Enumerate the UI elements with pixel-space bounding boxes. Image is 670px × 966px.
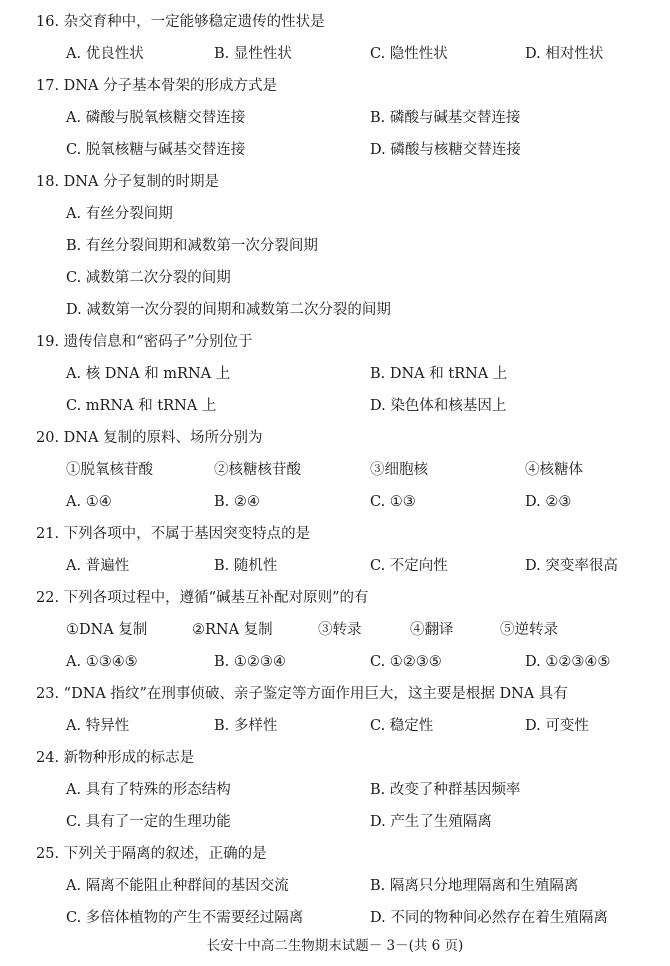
option-18a: A. 有丝分裂间期: [66, 206, 173, 222]
question-16-stem: 16. 杂交育种中，一定能够稳定遗传的性状是: [36, 14, 325, 30]
item-22-1: ①DNA 复制: [66, 622, 148, 638]
option-16d: D. 相对性状: [525, 46, 604, 62]
option-19c: C. mRNA 和 tRNA 上: [66, 398, 217, 414]
question-17-stem: 17. DNA 分子基本骨架的形成方式是: [36, 78, 278, 94]
option-22b: B. ①②③④: [214, 654, 286, 670]
option-17c: C. 脱氧核糖与碱基交替连接: [66, 142, 246, 158]
option-18d: D. 减数第一次分裂的间期和减数第二次分裂的间期: [66, 302, 391, 318]
option-18c: C. 减数第二次分裂的间期: [66, 270, 231, 286]
option-19d: D. 染色体和核基因上: [370, 398, 507, 414]
page-footer: 长安十中高二生物期末试题－ 3－(共 6 页): [206, 938, 464, 954]
option-25c: C. 多倍体植物的产生不需要经过隔离: [66, 910, 304, 926]
option-20d: D. ②③: [525, 494, 572, 510]
option-17d: D. 磷酸与核糖交替连接: [370, 142, 521, 158]
item-20-2: ②核糖核苷酸: [214, 462, 301, 478]
option-24b: B. 改变了种群基因频率: [370, 782, 521, 798]
item-22-4: ④翻译: [410, 622, 454, 638]
option-24c: C. 具有了一定的生理功能: [66, 814, 231, 830]
item-20-3: ③细胞核: [370, 462, 428, 478]
question-19-stem: 19. 遗传信息和“密码子”分别位于: [36, 334, 253, 350]
option-19a: A. 核 DNA 和 mRNA 上: [66, 366, 231, 382]
option-23c: C. 稳定性: [370, 718, 434, 734]
option-17a: A. 磷酸与脱氧核糖交替连接: [66, 110, 246, 126]
option-18b: B. 有丝分裂间期和减数第一次分裂间期: [66, 238, 318, 254]
option-22c: C. ①②③⑤: [370, 654, 442, 670]
option-23a: A. 特异性: [66, 718, 130, 734]
option-25a: A. 隔离不能阻止种群间的基因交流: [66, 878, 289, 894]
question-23-stem: 23. “DNA 指纹”在刑事侦破、亲子鉴定等方面作用巨大，这主要是根据 DNA 具有: [36, 686, 568, 702]
option-22a: A. ①③④⑤: [66, 654, 138, 670]
option-24a: A. 具有了特殊的形态结构: [66, 782, 231, 798]
item-22-2: ②RNA 复制: [192, 622, 273, 638]
question-22-stem: 22. 下列各项过程中，遵循“碱基互补配对原则”的有: [36, 590, 369, 606]
option-20c: C. ①③: [370, 494, 416, 510]
option-25d: D. 不同的物种间必然存在着生殖隔离: [370, 910, 608, 926]
option-20a: A. ①④: [66, 494, 112, 510]
option-19b: B. DNA 和 tRNA 上: [370, 366, 508, 382]
question-25-stem: 25. 下列关于隔离的叙述，正确的是: [36, 846, 267, 862]
option-23b: B. 多样性: [214, 718, 278, 734]
option-21b: B. 随机性: [214, 558, 278, 574]
question-24-stem: 24. 新物种形成的标志是: [36, 750, 195, 766]
option-21c: C. 不定向性: [370, 558, 448, 574]
item-22-3: ③转录: [318, 622, 362, 638]
option-21a: A. 普遍性: [66, 558, 130, 574]
question-21-stem: 21. 下列各项中，不属于基因突变特点的是: [36, 526, 311, 542]
item-20-4: ④核糖体: [525, 462, 583, 478]
option-25b: B. 隔离只分地理隔离和生殖隔离: [370, 878, 579, 894]
option-20b: B. ②④: [214, 494, 260, 510]
option-23d: D. 可变性: [525, 718, 589, 734]
option-24d: D. 产生了生殖隔离: [370, 814, 492, 830]
option-22d: D. ①②③④⑤: [525, 654, 611, 670]
option-16b: B. 显性性状: [214, 46, 292, 62]
option-16a: A. 优良性状: [66, 46, 144, 62]
item-22-5: ⑤逆转录: [500, 622, 558, 638]
question-18-stem: 18. DNA 分子复制的时期是: [36, 174, 220, 190]
item-20-1: ①脱氧核苷酸: [66, 462, 153, 478]
question-20-stem: 20. DNA 复制的原料、场所分别为: [36, 430, 263, 446]
option-16c: C. 隐性性状: [370, 46, 448, 62]
option-17b: B. 磷酸与碱基交替连接: [370, 110, 521, 126]
option-21d: D. 突变率很高: [525, 558, 618, 574]
